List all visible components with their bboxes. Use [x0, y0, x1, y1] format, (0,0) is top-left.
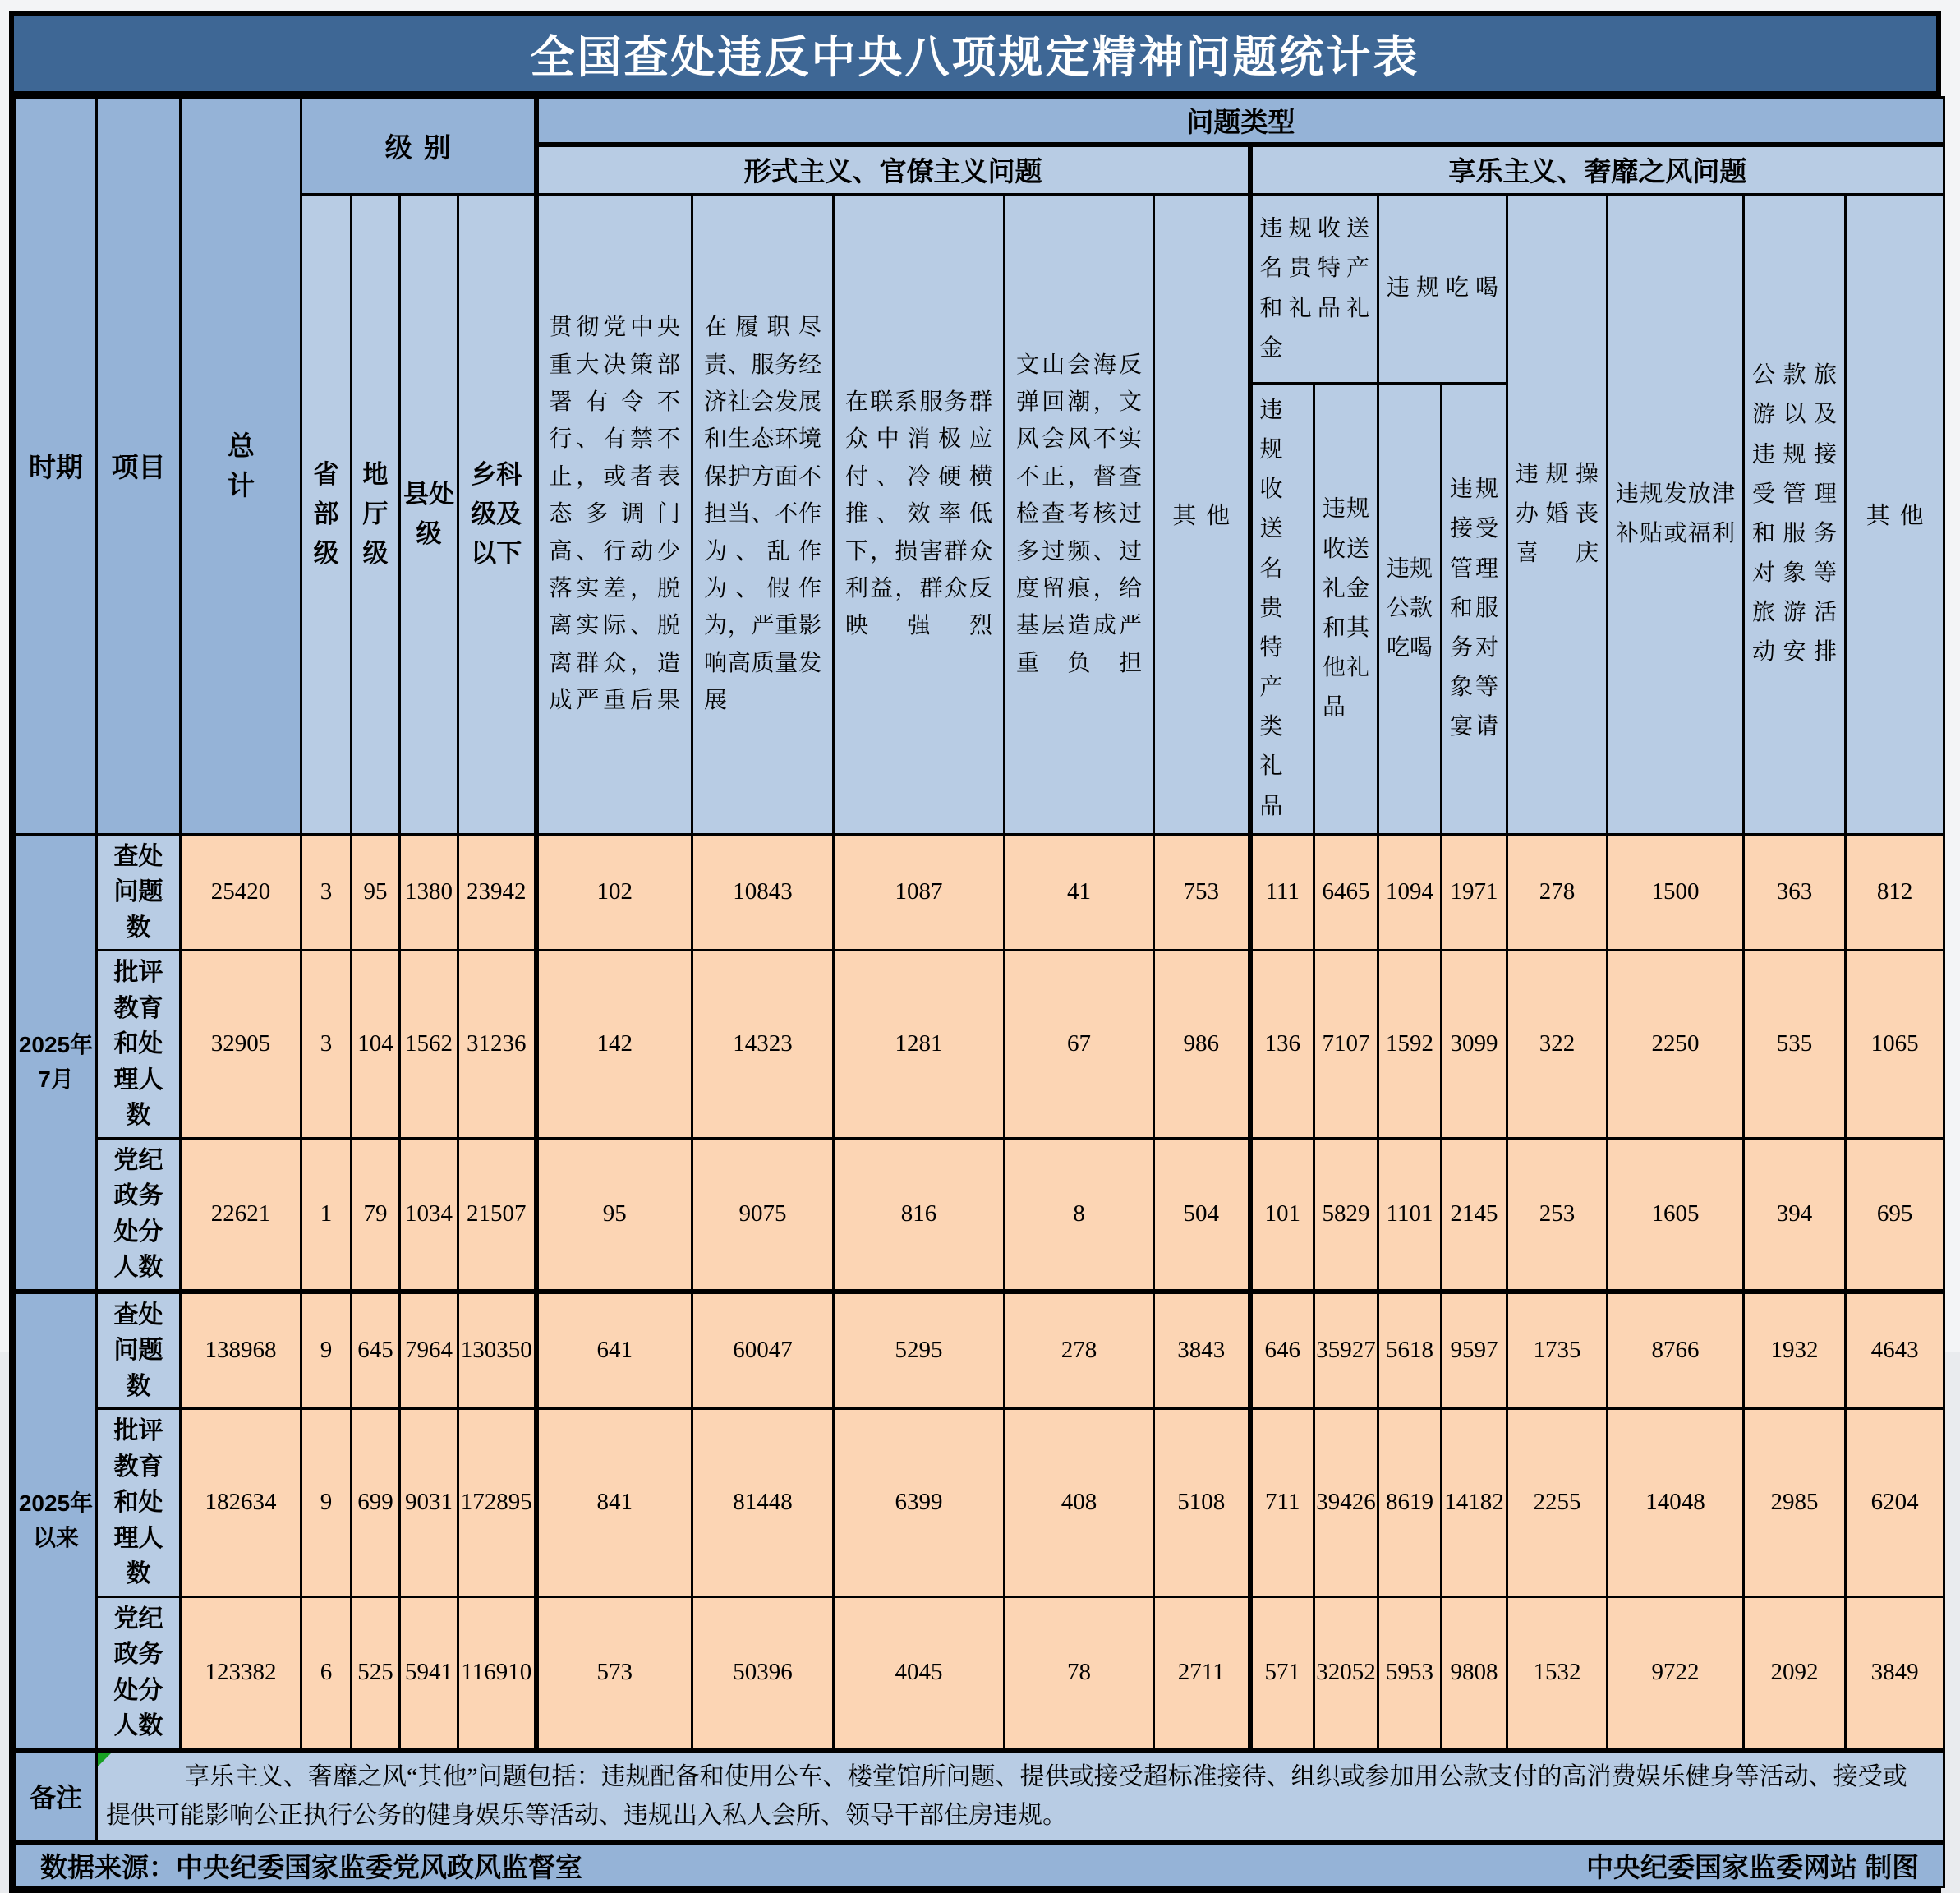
value-cell: 95 [536, 1138, 692, 1292]
value-cell: 5941 [400, 1596, 458, 1750]
value-cell: 136 [1250, 951, 1314, 1139]
value-cell: 116910 [458, 1596, 536, 1750]
dining-subgroup-header: 违规吃喝 [1378, 195, 1507, 384]
footer-row [16, 1843, 1944, 1887]
value-cell: 504 [1154, 1138, 1250, 1292]
value-cell: 123382 [181, 1596, 301, 1750]
formalism-col-header-masses: 在联系服务群众中消极应付、冷硬横推、效率低下，损害群众利益，群众反映强烈 [834, 195, 1005, 835]
data-source-text: 数据来源：中央纪委国家监委党风政风监督室 [40, 1851, 582, 1882]
footer-bar [16, 1843, 1944, 1887]
page-title: 全国查处违反中央八项规定精神问题统计表 [530, 32, 1420, 82]
value-cell: 5295 [834, 1292, 1005, 1409]
value-cell: 1500 [1608, 834, 1744, 951]
value-cell: 32905 [181, 951, 301, 1139]
value-cell: 172895 [458, 1409, 536, 1597]
formalism-group-header: 形式主义、官僚主义问题 [536, 145, 1250, 195]
value-cell: 1592 [1378, 951, 1442, 1139]
weddings-col-header: 违规操办婚丧喜庆 [1507, 195, 1608, 835]
value-cell: 841 [536, 1409, 692, 1597]
value-cell: 2092 [1744, 1596, 1846, 1750]
value-cell: 2145 [1442, 1138, 1507, 1292]
value-cell: 1932 [1744, 1292, 1846, 1409]
value-cell: 67 [1005, 951, 1154, 1139]
data-row [16, 1409, 1944, 1597]
value-cell: 535 [1744, 951, 1846, 1139]
value-cell: 695 [1846, 1138, 1944, 1292]
value-cell: 525 [352, 1596, 400, 1750]
data-row [16, 1292, 1944, 1409]
value-cell: 1281 [834, 951, 1005, 1139]
title-bar [14, 16, 1936, 96]
value-cell: 50396 [692, 1596, 834, 1750]
value-cell: 711 [1250, 1409, 1314, 1597]
value-cell: 1380 [400, 834, 458, 951]
value-cell: 2985 [1744, 1409, 1846, 1597]
value-cell: 5953 [1378, 1596, 1442, 1750]
value-cell: 31236 [458, 951, 536, 1139]
header-row-1 [16, 98, 1944, 145]
value-cell: 32052 [1314, 1596, 1378, 1750]
value-cell: 14182 [1442, 1409, 1507, 1597]
value-cell: 4045 [834, 1596, 1005, 1750]
value-cell: 322 [1507, 951, 1608, 1139]
public-dining-col-header: 违规公款吃喝 [1378, 384, 1442, 835]
statistics-table [9, 11, 1941, 1893]
value-cell: 9 [301, 1292, 352, 1409]
value-cell: 111 [1250, 834, 1314, 951]
value-cell: 5618 [1378, 1292, 1442, 1409]
formalism-col-header-meetings: 文山会海反弹回潮，文风会风不实不正，督查检查考核过多过频、过度留痕，给基层造成严重负担 [1005, 195, 1154, 835]
value-cell: 142 [536, 951, 692, 1139]
level-col-header-prefecture: 地厅级 [352, 195, 400, 835]
value-cell: 1 [301, 1138, 352, 1292]
item-cell: 党纪政务处分人数 [97, 1138, 181, 1292]
value-cell: 9722 [1608, 1596, 1744, 1750]
value-cell: 22621 [181, 1138, 301, 1292]
data-row [16, 1138, 1944, 1292]
value-cell: 646 [1250, 1292, 1314, 1409]
value-cell: 6399 [834, 1409, 1005, 1597]
value-cell: 6465 [1314, 834, 1378, 951]
value-cell: 1065 [1846, 951, 1944, 1139]
value-cell: 23942 [458, 834, 536, 951]
value-cell: 79 [352, 1138, 400, 1292]
value-cell: 986 [1154, 951, 1250, 1139]
value-cell: 7107 [1314, 951, 1378, 1139]
remark-cell [97, 1750, 1944, 1843]
value-cell: 10843 [692, 834, 834, 951]
value-cell: 182634 [181, 1409, 301, 1597]
item-cell: 批评教育和处理人数 [97, 951, 181, 1139]
value-cell: 8766 [1608, 1292, 1744, 1409]
data-row [16, 834, 1944, 951]
period-header: 时期 [16, 98, 97, 835]
value-cell: 1971 [1442, 834, 1507, 951]
value-cell: 102 [536, 834, 692, 951]
value-cell: 278 [1005, 1292, 1154, 1409]
value-cell: 6204 [1846, 1409, 1944, 1597]
value-cell: 645 [352, 1292, 400, 1409]
value-cell: 1034 [400, 1138, 458, 1292]
value-cell: 104 [352, 951, 400, 1139]
level-col-header-township: 乡科级及以下 [458, 195, 536, 835]
value-cell: 9075 [692, 1138, 834, 1292]
total-header: 总计 [181, 98, 301, 835]
value-cell: 2711 [1154, 1596, 1250, 1750]
value-cell: 816 [834, 1138, 1005, 1292]
data-row [16, 1596, 1944, 1750]
value-cell: 41 [1005, 834, 1154, 951]
problem-type-header: 问题类型 [536, 98, 1944, 145]
value-cell: 8 [1005, 1138, 1154, 1292]
value-cell: 573 [536, 1596, 692, 1750]
value-cell: 3843 [1154, 1292, 1250, 1409]
value-cell: 5108 [1154, 1409, 1250, 1597]
value-cell: 3 [301, 951, 352, 1139]
value-cell: 6 [301, 1596, 352, 1750]
item-header: 项目 [97, 98, 181, 835]
value-cell: 753 [1154, 834, 1250, 951]
gift-specialty-col-header: 违规收送名贵特产类礼品 [1250, 384, 1314, 835]
value-cell: 1605 [1608, 1138, 1744, 1292]
level-group-header: 级别 [301, 98, 536, 195]
formalism-col-header-other: 其他 [1154, 195, 1250, 835]
footer-content [17, 1846, 1942, 1885]
value-cell: 1087 [834, 834, 1005, 951]
value-cell: 1562 [400, 951, 458, 1139]
value-cell: 641 [536, 1292, 692, 1409]
value-cell: 3099 [1442, 951, 1507, 1139]
value-cell: 9597 [1442, 1292, 1507, 1409]
value-cell: 21507 [458, 1138, 536, 1292]
value-cell: 138968 [181, 1292, 301, 1409]
value-cell: 5829 [1314, 1138, 1378, 1292]
formalism-col-header-duty: 在履职尽责、服务经济社会发展和生态环境保护方面不担当、不作为、乱作为、假作为，严重影响高质量发展 [692, 195, 834, 835]
value-cell: 14323 [692, 951, 834, 1139]
value-cell: 394 [1744, 1138, 1846, 1292]
value-cell: 39426 [1314, 1409, 1378, 1597]
value-cell: 78 [1005, 1596, 1154, 1750]
value-cell: 9031 [400, 1409, 458, 1597]
value-cell: 14048 [1608, 1409, 1744, 1597]
value-cell: 9808 [1442, 1596, 1507, 1750]
value-cell: 1532 [1507, 1596, 1608, 1750]
allowances-col-header: 违规发放津补贴或福利 [1608, 195, 1744, 835]
value-cell: 2250 [1608, 951, 1744, 1139]
item-cell: 查处问题数 [97, 834, 181, 951]
level-col-header-county: 县处级 [400, 195, 458, 835]
value-cell: 363 [1744, 834, 1846, 951]
remark-row [16, 1750, 1944, 1843]
value-cell: 101 [1250, 1138, 1314, 1292]
data-table [14, 96, 1945, 1888]
value-cell: 1735 [1507, 1292, 1608, 1409]
hedonism-col-header-other: 其他 [1846, 195, 1944, 835]
credit-text: 中央纪委国家监委网站 制图 [1586, 1851, 1920, 1882]
value-cell: 7964 [400, 1292, 458, 1409]
value-cell: 812 [1846, 834, 1944, 951]
value-cell: 130350 [458, 1292, 536, 1409]
level-col-header-province: 省部级 [301, 195, 352, 835]
value-cell: 408 [1005, 1409, 1154, 1597]
value-cell: 1101 [1378, 1138, 1442, 1292]
travel-col-header: 公款旅游以及违规接受管理和服务对象等旅游活动安排 [1744, 195, 1846, 835]
remark-label: 备注 [16, 1750, 97, 1843]
value-cell: 1094 [1378, 834, 1442, 951]
value-cell: 571 [1250, 1596, 1314, 1750]
value-cell: 2255 [1507, 1409, 1608, 1597]
item-cell: 党纪政务处分人数 [97, 1596, 181, 1750]
value-cell: 9 [301, 1409, 352, 1597]
gift-money-col-header: 违规收送礼金和其他礼品 [1314, 384, 1378, 835]
value-cell: 699 [352, 1409, 400, 1597]
formalism-col-header-decisions: 贯彻党中央重大决策部署有令不行、有禁不止，或者表态多调门高、行动少落实差，脱离实际、脱离群众，造成严重后果 [536, 195, 692, 835]
value-cell: 81448 [692, 1409, 834, 1597]
remark-text: 享乐主义、奢靡之风“其他”问题包括：违规配备和使用公车、楼堂馆所问题、提供或接受超标准接待、组织或参加用公款支付的高消费娱乐健身等活动、接受或提供可能影响公正执行公务的健身娱乐等活动、违规出入私人会所、领导干部住房违规。 [106, 1762, 1907, 1830]
item-cell: 查处问题数 [97, 1292, 181, 1409]
value-cell: 3 [301, 834, 352, 951]
data-row [16, 951, 1944, 1139]
value-cell: 253 [1507, 1138, 1608, 1292]
banquet-col-header: 违规接受管理和服务对象等宴请 [1442, 384, 1507, 835]
period-cell-july: 2025年7月 [16, 834, 97, 1292]
cell-corner-indicator-icon [98, 1753, 112, 1766]
value-cell: 25420 [181, 834, 301, 951]
value-cell: 3849 [1846, 1596, 1944, 1750]
value-cell: 4643 [1846, 1292, 1944, 1409]
value-cell: 95 [352, 834, 400, 951]
value-cell: 278 [1507, 834, 1608, 951]
value-cell: 35927 [1314, 1292, 1378, 1409]
period-cell-ytd: 2025年以来 [16, 1292, 97, 1750]
hedonism-group-header: 享乐主义、奢靡之风问题 [1250, 145, 1944, 195]
value-cell: 8619 [1378, 1409, 1442, 1597]
gifts-subgroup-header: 违规收送名贵特产和礼品礼金 [1250, 195, 1378, 384]
header-row-3 [16, 195, 1944, 384]
item-cell: 批评教育和处理人数 [97, 1409, 181, 1597]
value-cell: 60047 [692, 1292, 834, 1409]
